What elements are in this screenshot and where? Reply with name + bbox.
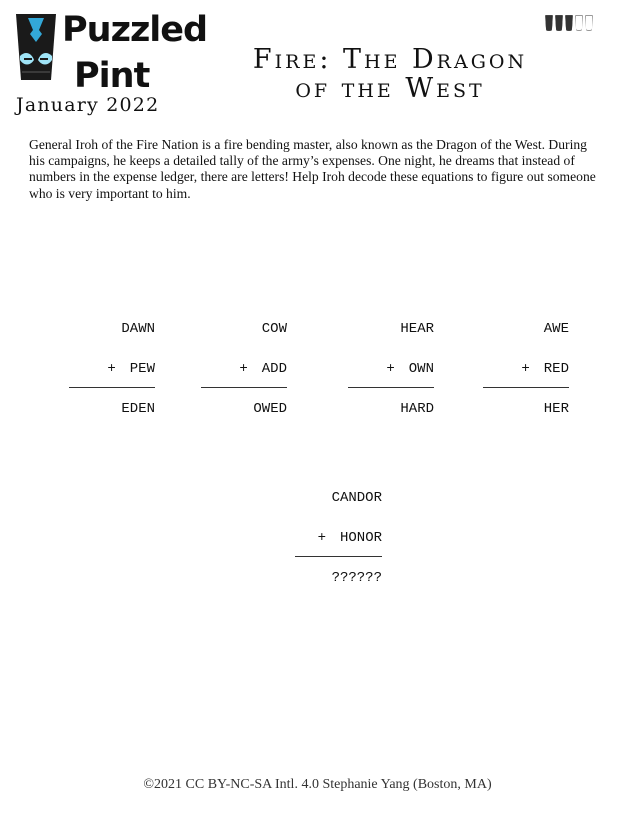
equation	[201, 321, 287, 421]
equation-top-word: COW	[261, 321, 287, 337]
equation-sum-word: HARD	[400, 401, 434, 417]
equation-addend-word: OWN	[408, 361, 434, 377]
pint-icon-empty	[575, 15, 583, 31]
pint-icon-full	[555, 15, 563, 31]
sum-divider	[69, 387, 155, 388]
final-equation	[295, 490, 382, 590]
equation-top-word: DAWN	[121, 321, 155, 337]
sum-divider	[295, 556, 382, 557]
flavor-text: General Iroh of the Fire Nation is a fire bending master, also known as the Dragon of the West. During his campaigns, he keeps a detailed tally of the army’s expenses. One night, he dreams that instead of numbers in the expense ledger, there are letters! Help Iroh decode these equations to figure out someone who is very important to him.	[29, 137, 596, 201]
equation	[348, 321, 434, 421]
equation-addend-word: HONOR	[339, 530, 382, 546]
equation-answer-placeholder: ??????	[331, 570, 382, 586]
equation-sum-word: HER	[543, 401, 569, 417]
pint-icon-empty	[585, 15, 593, 31]
pint-icon-full	[545, 15, 553, 31]
plus-sign: +	[386, 361, 395, 377]
equation-addend-row	[107, 361, 155, 377]
difficulty-rating	[545, 15, 593, 31]
logo-word-pint: Pint	[74, 56, 150, 96]
pint-icon-full	[565, 15, 573, 31]
equation-sum-word: EDEN	[121, 401, 155, 417]
logo-word-puzzled: Puzzled	[62, 10, 208, 50]
puzzled-pint-logo	[12, 8, 208, 118]
equation	[483, 321, 569, 421]
equation-sum-word: OWED	[253, 401, 287, 417]
equation-addend-row	[318, 530, 382, 546]
equation-addend-word: PEW	[129, 361, 155, 377]
equation-addend-word: RED	[543, 361, 569, 377]
puzzle-title	[220, 45, 560, 103]
plus-sign: +	[107, 361, 116, 377]
plus-sign: +	[239, 361, 248, 377]
equation-addend-row	[521, 361, 569, 377]
equation-addend-row	[386, 361, 434, 377]
puzzle-title-line-1: Fire: The Dragon	[252, 44, 528, 75]
equation	[69, 321, 155, 421]
equation-top-word: CANDOR	[331, 490, 382, 506]
puzzle-title-line-2: of the West	[295, 73, 485, 104]
plus-sign: +	[521, 361, 530, 377]
sum-divider	[483, 387, 569, 388]
equation-top-word: AWE	[543, 321, 569, 337]
air-nomad-arrow-icon	[12, 10, 60, 84]
logo-date: January 2022	[16, 94, 160, 116]
equation-addend-word: ADD	[261, 361, 287, 377]
plus-sign: +	[317, 530, 326, 546]
copyright-credit: ©2021 CC BY-NC-SA Intl. 4.0 Stephanie Yang (Boston, MA)	[143, 777, 492, 792]
equation-addend-row	[239, 361, 287, 377]
sum-divider	[348, 387, 434, 388]
sum-divider	[201, 387, 287, 388]
equation-top-word: HEAR	[400, 321, 434, 337]
